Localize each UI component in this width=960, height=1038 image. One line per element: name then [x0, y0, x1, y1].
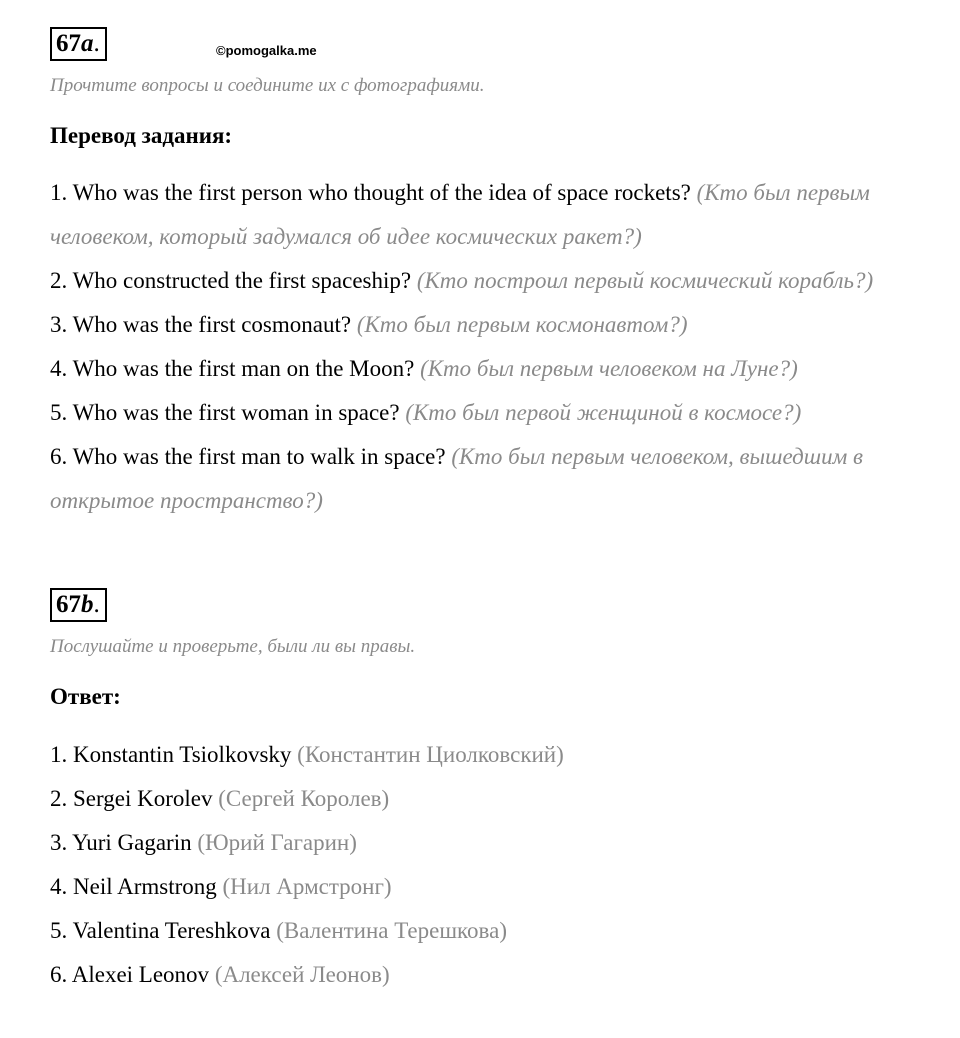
question-text: Who was the first cosmonaut?	[72, 312, 352, 337]
question-translation: (Кто был первым человеком, вышедшим в открытое пространство?)	[50, 444, 864, 513]
answer-item	[50, 953, 910, 997]
answer-translation: (Валентина Терешкова)	[276, 918, 507, 943]
answer-text: Yuri Gagarin	[72, 830, 192, 855]
answer-text: Valentina Tereshkova	[72, 918, 271, 943]
answer-item	[50, 865, 910, 909]
question-number: 5.	[50, 400, 68, 425]
exercise-letter: b	[81, 591, 94, 618]
answer-text: Neil Armstrong	[73, 874, 217, 899]
question-number: 1.	[50, 180, 68, 205]
question-translation: (Кто был первым человеком, который задумался об идее космических ракет?)	[50, 180, 870, 249]
exercise-67a-label	[50, 27, 107, 61]
answer-item	[50, 733, 910, 777]
exercise-number: 67	[56, 591, 81, 618]
answer-translation: (Нил Армстронг)	[222, 874, 392, 899]
question-text: Who was the first man to walk in space?	[72, 444, 446, 469]
question-text: Who was the first person who thought of the idea of space rockets?	[72, 180, 691, 205]
answer-number: 2.	[50, 786, 68, 811]
question-list	[50, 171, 910, 523]
question-translation: (Кто построил первый космический корабль?)	[416, 268, 874, 293]
instruction-67a: Прочтите вопросы и соедините их с фотографиями.	[50, 75, 485, 96]
question-item	[50, 171, 910, 259]
question-text: Who was the first man on the Moon?	[72, 356, 415, 381]
question-translation: (Кто был первой женщиной в космосе?)	[405, 400, 802, 425]
answer-item	[50, 909, 910, 953]
question-number: 6.	[50, 444, 68, 469]
answer-text: Konstantin Tsiolkovsky	[73, 742, 292, 767]
answer-text: Alexei Leonov	[71, 962, 210, 987]
exercise-67b-label	[50, 588, 107, 622]
translation-heading: Перевод задания:	[50, 123, 233, 148]
question-translation: (Кто был первым человеком на Луне?)	[420, 356, 798, 381]
question-text: Who constructed the first spaceship?	[72, 268, 412, 293]
question-item	[50, 391, 910, 435]
answer-list	[50, 733, 910, 997]
answer-item	[50, 777, 910, 821]
answer-number: 3.	[50, 830, 68, 855]
answer-number: 1.	[50, 742, 68, 767]
watermark: ©pomogalka.me	[216, 43, 317, 58]
question-number: 2.	[50, 268, 68, 293]
answer-number: 5.	[50, 918, 68, 943]
answer-text: Sergei Korolev	[73, 786, 213, 811]
answer-number: 6.	[50, 962, 68, 987]
answer-item	[50, 821, 910, 865]
answer-number: 4.	[50, 874, 68, 899]
question-number: 4.	[50, 356, 68, 381]
instruction-67b: Послушайте и проверьте, были ли вы правы.	[50, 636, 416, 657]
exercise-letter: a	[81, 30, 94, 57]
answer-translation: (Константин Циолковский)	[297, 742, 564, 767]
exercise-number: 67	[56, 30, 81, 57]
answer-translation: (Сергей Королев)	[218, 786, 390, 811]
exercise-dot: .	[93, 30, 100, 57]
answer-heading: Ответ:	[50, 684, 121, 709]
answer-translation: (Алексей Леонов)	[214, 962, 390, 987]
question-number: 3.	[50, 312, 68, 337]
question-translation: (Кто был первым космонавтом?)	[356, 312, 688, 337]
question-item	[50, 259, 910, 303]
question-item	[50, 303, 910, 347]
question-item	[50, 435, 910, 523]
exercise-dot: .	[93, 591, 100, 618]
question-item	[50, 347, 910, 391]
question-text: Who was the first woman in space?	[72, 400, 400, 425]
answer-translation: (Юрий Гагарин)	[197, 830, 357, 855]
